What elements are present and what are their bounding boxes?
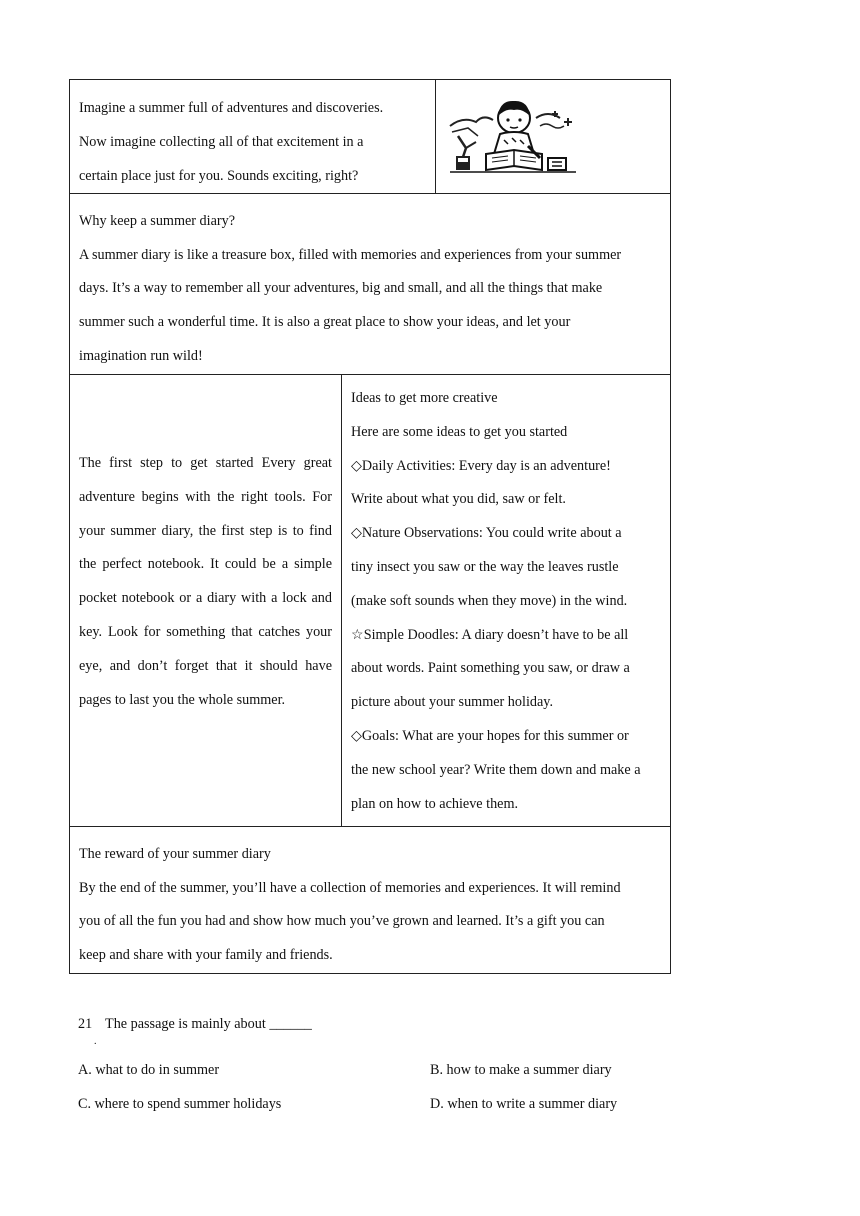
ideas-line: about words. Paint something you saw, or draw a [351, 660, 630, 677]
option-a[interactable]: A. what to do in summer [78, 1062, 220, 1078]
reading-table [69, 79, 671, 974]
ideas-line: Here are some ideas to get you started [351, 423, 568, 440]
child-writing-diary-illustration [448, 96, 578, 176]
ideas-line: ◇Goals: What are your hopes for this summer or [351, 727, 629, 744]
why-line: days. It’s a way to remember all your adventures, big and small, and all the things that make [79, 280, 603, 297]
intro-line: Now imagine collecting all of that excitement in a [79, 134, 364, 150]
ideas-line: ◇Nature Observations: You could write about a [351, 525, 622, 542]
illustration-cell [436, 80, 670, 193]
intro-line: Imagine a summer full of adventures and discoveries. [79, 100, 384, 116]
reward-heading: The reward of your summer diary [79, 846, 271, 862]
ideas-line: the new school year? Write them down and make a [351, 761, 641, 778]
steps-ideas-row [70, 375, 670, 827]
reward-row [70, 827, 670, 973]
option-c[interactable]: C. where to spend summer holidays [78, 1096, 282, 1112]
question-number: 21 [78, 1016, 93, 1032]
reward-line: By the end of the summer, you’ll have a collection of memories and experiences. It will remind [79, 879, 621, 896]
why-line: summer such a wonderful time. It is also a great place to show your ideas, and let your [79, 314, 571, 331]
intro-row [70, 80, 670, 194]
ideas-line: tiny insect you saw or the way the leaves rustle [351, 558, 619, 575]
option-d[interactable]: D. when to write a summer diary [430, 1096, 618, 1112]
why-line: A summer diary is like a treasure box, filled with memories and experiences from your summer [79, 246, 622, 263]
question-text: The passage is mainly about ______ [105, 1016, 312, 1032]
why-diary-row [70, 194, 670, 375]
intro-line: certain place just for you. Sounds exciting, right? [79, 168, 359, 184]
reward-line: keep and share with your family and friends. [79, 947, 333, 964]
intro-cell [70, 80, 436, 193]
why-line: imagination run wild! [79, 347, 203, 364]
ideas-cell [342, 375, 670, 826]
first-step-cell [70, 375, 342, 826]
reward-line: you of all the fun you had and show how much you’ve grown and learned. It’s a gift you can [79, 913, 605, 930]
question-dot: . [94, 1036, 97, 1047]
ideas-line: plan on how to achieve them. [351, 795, 519, 812]
why-heading: Why keep a summer diary? [79, 213, 236, 229]
ideas-line: ◇Daily Activities: Every day is an adventure! [351, 457, 611, 474]
question-21 [78, 1013, 312, 1035]
ideas-heading: Ideas to get more creative [351, 390, 498, 406]
first-step-text: The first step to get started Every great adventure begins with the right tools. For your summer diary, the first step is to find the perfect notebook. It could be a simple pocket notebook or a diary with a lock and key. Look for something that catches your eye, and don’t forget that it should have pages to last you the whole summer. [79, 455, 332, 708]
ideas-line: picture about your summer holiday. [351, 694, 553, 711]
option-b[interactable]: B. how to make a summer diary [430, 1062, 612, 1078]
ideas-line: (make soft sounds when they move) in the wind. [351, 592, 628, 609]
ideas-line: Write about what you did, saw or felt. [351, 491, 566, 508]
ideas-line: ☆Simple Doodles: A diary doesn’t have to be all [351, 626, 629, 643]
